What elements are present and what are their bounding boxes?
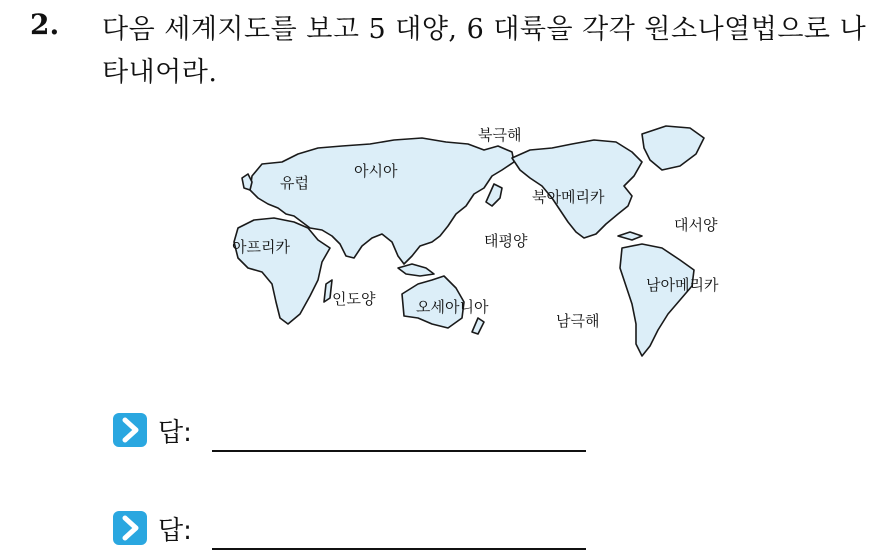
chevron-right-icon [112, 412, 148, 448]
uk-shape [242, 174, 252, 190]
answer-label: 답: [158, 516, 192, 546]
answer-blank-2[interactable] [212, 548, 586, 550]
label-north-america: 북아메리카 [532, 188, 605, 206]
madagascar-shape [324, 280, 332, 302]
label-antarctic: 남극해 [556, 312, 600, 330]
label-asia: 아시아 [354, 162, 398, 180]
label-europe: 유럽 [280, 174, 309, 192]
label-africa: 아프리카 [232, 238, 290, 256]
new-zealand-shape [472, 318, 484, 334]
world-map [222, 118, 732, 362]
africa-shape [234, 218, 330, 324]
world-map-svg [222, 118, 732, 362]
japan-shape [486, 184, 502, 206]
south-america-shape [620, 244, 694, 356]
chevron-right-icon [112, 510, 148, 546]
label-arctic: 북극해 [478, 126, 522, 144]
greenland-shape [642, 126, 704, 170]
answer-row-2 [112, 510, 592, 550]
label-south-america: 남아메리카 [646, 276, 719, 294]
answer-row-1 [112, 412, 592, 452]
label-pacific: 태평양 [484, 232, 528, 250]
indonesia-shape [398, 264, 434, 276]
label-oceania: 오세아니아 [416, 298, 489, 316]
label-indian-ocean: 인도양 [332, 290, 376, 308]
label-atlantic: 대서양 [674, 216, 718, 234]
question-number: 2. [30, 8, 60, 41]
answer-label: 답: [158, 418, 192, 448]
question-text: 다음 세계지도를 보고 5 대양, 6 대륙을 각각 원소나열법으로 나타내어라. [102, 14, 867, 88]
caribbean-shape [618, 232, 642, 240]
answer-blank-1[interactable] [212, 450, 586, 452]
